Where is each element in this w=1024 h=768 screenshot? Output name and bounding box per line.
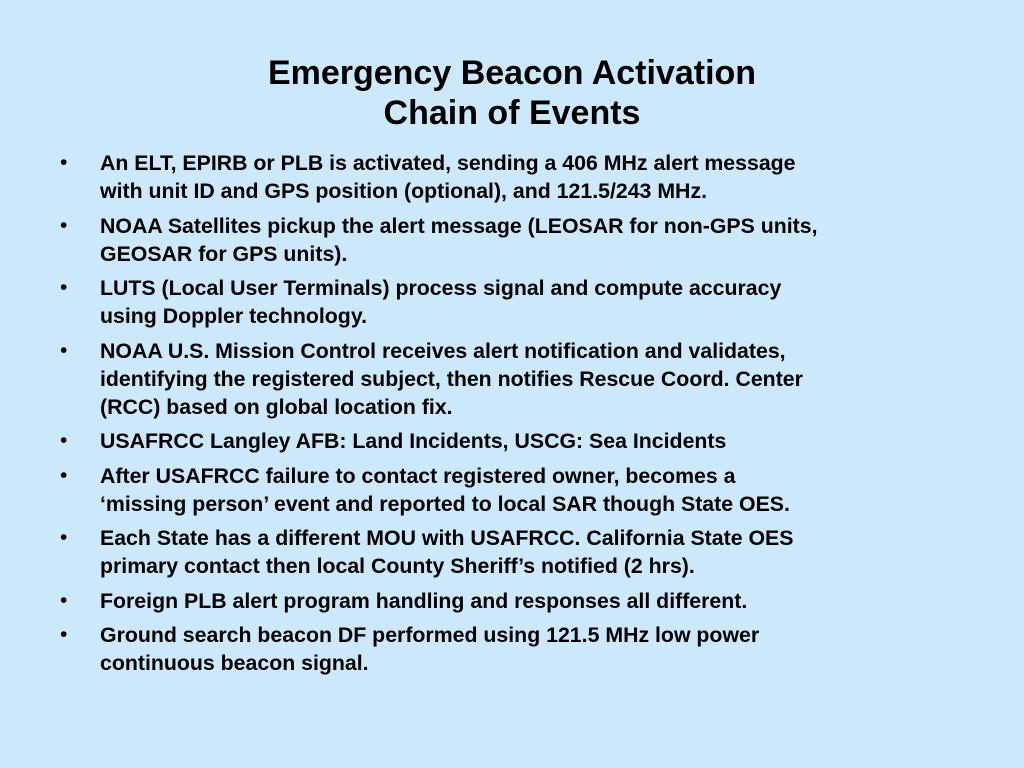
bullet-icon: • bbox=[60, 623, 68, 646]
bullet-item-7 bbox=[0, 524, 1024, 580]
bullet-icon: • bbox=[60, 338, 68, 362]
bullet-text-line: (RCC) based on global location fix. bbox=[100, 394, 453, 419]
bullet-item-2 bbox=[0, 212, 1024, 268]
bullet-list bbox=[0, 149, 1024, 684]
bullet-icon: • bbox=[60, 213, 68, 237]
title-line-2: Chain of Events bbox=[383, 94, 641, 132]
bullet-text-line: using Doppler technology. bbox=[100, 304, 368, 328]
bullet-icon: • bbox=[60, 526, 68, 549]
bullet-text-line: with unit ID and GPS position (optional), and 121.5/243 MHz. bbox=[100, 179, 708, 203]
bullet-text-line: NOAA Satellites pickup the alert message (LEOSAR for non-GPS units, bbox=[100, 213, 818, 238]
bullet-icon: • bbox=[60, 429, 68, 452]
bullet-text-line: LUTS (Local User Terminals) process signal and compute accuracy bbox=[100, 276, 782, 300]
bullet-text-line: GEOSAR for GPS units). bbox=[100, 241, 348, 266]
slide-title bbox=[0, 53, 1024, 133]
bullet-text-line: NOAA U.S. Mission Control receives alert notification and validates, bbox=[100, 338, 786, 363]
bullet-text-line: An ELT, EPIRB or PLB is activated, sending a 406 MHz alert message bbox=[100, 151, 796, 175]
bullet-text-line: continuous beacon signal. bbox=[100, 651, 369, 675]
bullet-text-line: identifying the registered subject, then notifies Rescue Coord. Center bbox=[100, 366, 803, 391]
bullet-text-line: After USAFRCC failure to contact registered owner, becomes a bbox=[100, 463, 736, 488]
bullet-item-8 bbox=[0, 587, 1024, 615]
bullet-text-line: Each State has a different MOU with USAFRCC. California State OES bbox=[100, 526, 794, 550]
bullet-text-line: Ground search beacon DF performed using 121.5 MHz low power bbox=[100, 623, 760, 647]
bullet-item-9 bbox=[0, 621, 1024, 677]
bullet-text-line: Foreign PLB alert program handling and responses all different. bbox=[100, 588, 748, 613]
bullet-item-5 bbox=[0, 427, 1024, 455]
title-line-1: Emergency Beacon Activation bbox=[267, 54, 757, 92]
bullet-item-1 bbox=[0, 149, 1024, 205]
bullet-icon: • bbox=[60, 588, 68, 612]
bullet-item-6 bbox=[0, 462, 1024, 518]
bullet-icon: • bbox=[60, 463, 68, 487]
bullet-icon: • bbox=[60, 151, 68, 174]
bullet-text-line: ‘missing person’ event and reported to local SAR though State OES. bbox=[100, 491, 790, 516]
bullet-icon: • bbox=[60, 276, 68, 299]
bullet-item-3 bbox=[0, 274, 1024, 330]
bullet-text-line: primary contact then local County Sheriff’s notified (2 hrs). bbox=[100, 554, 695, 578]
bullet-text-line: USAFRCC Langley AFB: Land Incidents, USCG: Sea Incidents bbox=[100, 429, 727, 453]
bullet-item-4 bbox=[0, 337, 1024, 421]
